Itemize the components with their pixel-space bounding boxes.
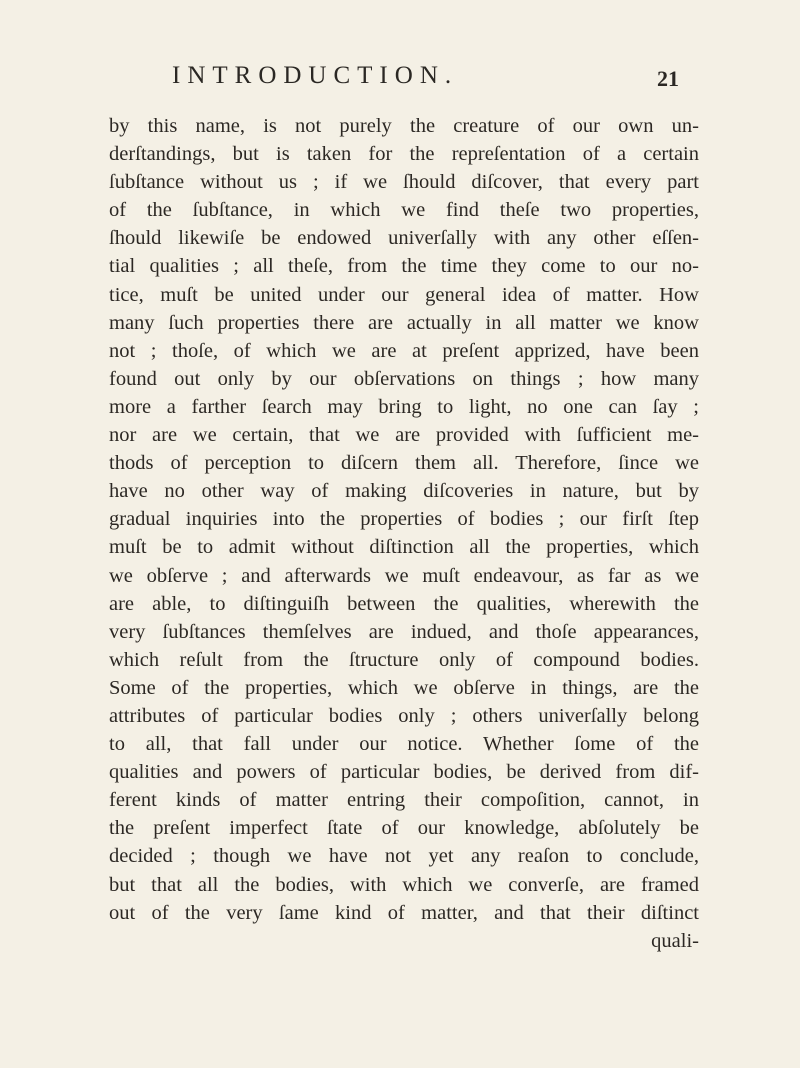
text-line: qualities and powers of particular bodies, be derived from dif- bbox=[109, 761, 699, 784]
text-line: by this name, is not purely the creature of our own un- bbox=[109, 115, 699, 137]
text-line: we obſerve ; and afterwards we muſt endeavour, as far as we bbox=[109, 564, 699, 587]
text-line: of the ſubſtance, in which we find theſe two properties, bbox=[109, 199, 699, 222]
text-line: which reſult from the ſtructure only of compound bodies. bbox=[109, 648, 699, 671]
text-line: out of the very ſame kind of matter, and that their diſtinct bbox=[109, 901, 699, 924]
text-line: muſt be to admit without diſtinction all the properties, which bbox=[109, 536, 699, 559]
text-line: nor are we certain, that we are provided with ſufficient me- bbox=[109, 424, 699, 447]
page-number: 21 bbox=[657, 66, 679, 91]
text-line: ferent kinds of matter entring their compoſition, cannot, in bbox=[109, 789, 699, 812]
text-line: gradual inquiries into the properties of bodies ; our firſt ſtep bbox=[109, 508, 699, 531]
text-line: tial qualities ; all theſe, from the time they come to our no- bbox=[109, 255, 699, 278]
text-line: derſtandings, but is taken for the repreſentation of a certain bbox=[109, 143, 699, 166]
text-line: decided ; though we have not yet any reaſon to conclude, bbox=[109, 845, 699, 868]
text-line: the preſent imperfect ſtate of our knowledge, abſolutely be bbox=[109, 817, 699, 840]
text-line: attributes of particular bodies only ; others univerſally belong bbox=[109, 704, 699, 727]
text-line: more a farther ſearch may bring to light, no one can ſay ; bbox=[109, 395, 699, 418]
text-line: have no other way of making diſcoveries in nature, but by bbox=[109, 480, 699, 503]
text-line: not ; thoſe, of which we are at preſent apprized, have been bbox=[109, 339, 699, 362]
text-line: Some of the properties, which we obſerve in things, are the bbox=[109, 676, 699, 699]
text-line: thods of perception to diſcern them all. Therefore, ſince we bbox=[109, 452, 699, 475]
text-line: but that all the bodies, with which we converſe, are framed bbox=[109, 873, 699, 896]
running-title: INTRODUCTION. bbox=[172, 62, 459, 89]
text-line: are able, to diſtinguiſh between the qualities, wherewith the bbox=[109, 592, 699, 615]
text-line: many ſuch properties there are actually in all matter we know bbox=[109, 311, 699, 334]
text-line: tice, muſt be united under our general idea of matter. How bbox=[109, 283, 699, 306]
text-line: ſhould likewiſe be endowed univerſally with any other eſſen- bbox=[109, 227, 699, 250]
text-line: very ſubſtances themſelves are indued, and thoſe appearances, bbox=[109, 620, 699, 643]
text-line: ſubſtance without us ; if we ſhould diſcover, that every part bbox=[109, 171, 699, 194]
text-line: found out only by our obſervations on things ; how many bbox=[109, 367, 699, 390]
catchword: quali- bbox=[651, 929, 699, 952]
body-paragraph bbox=[109, 112, 699, 955]
text-line: to all, that fall under our notice. Whether ſome of the bbox=[109, 733, 699, 756]
